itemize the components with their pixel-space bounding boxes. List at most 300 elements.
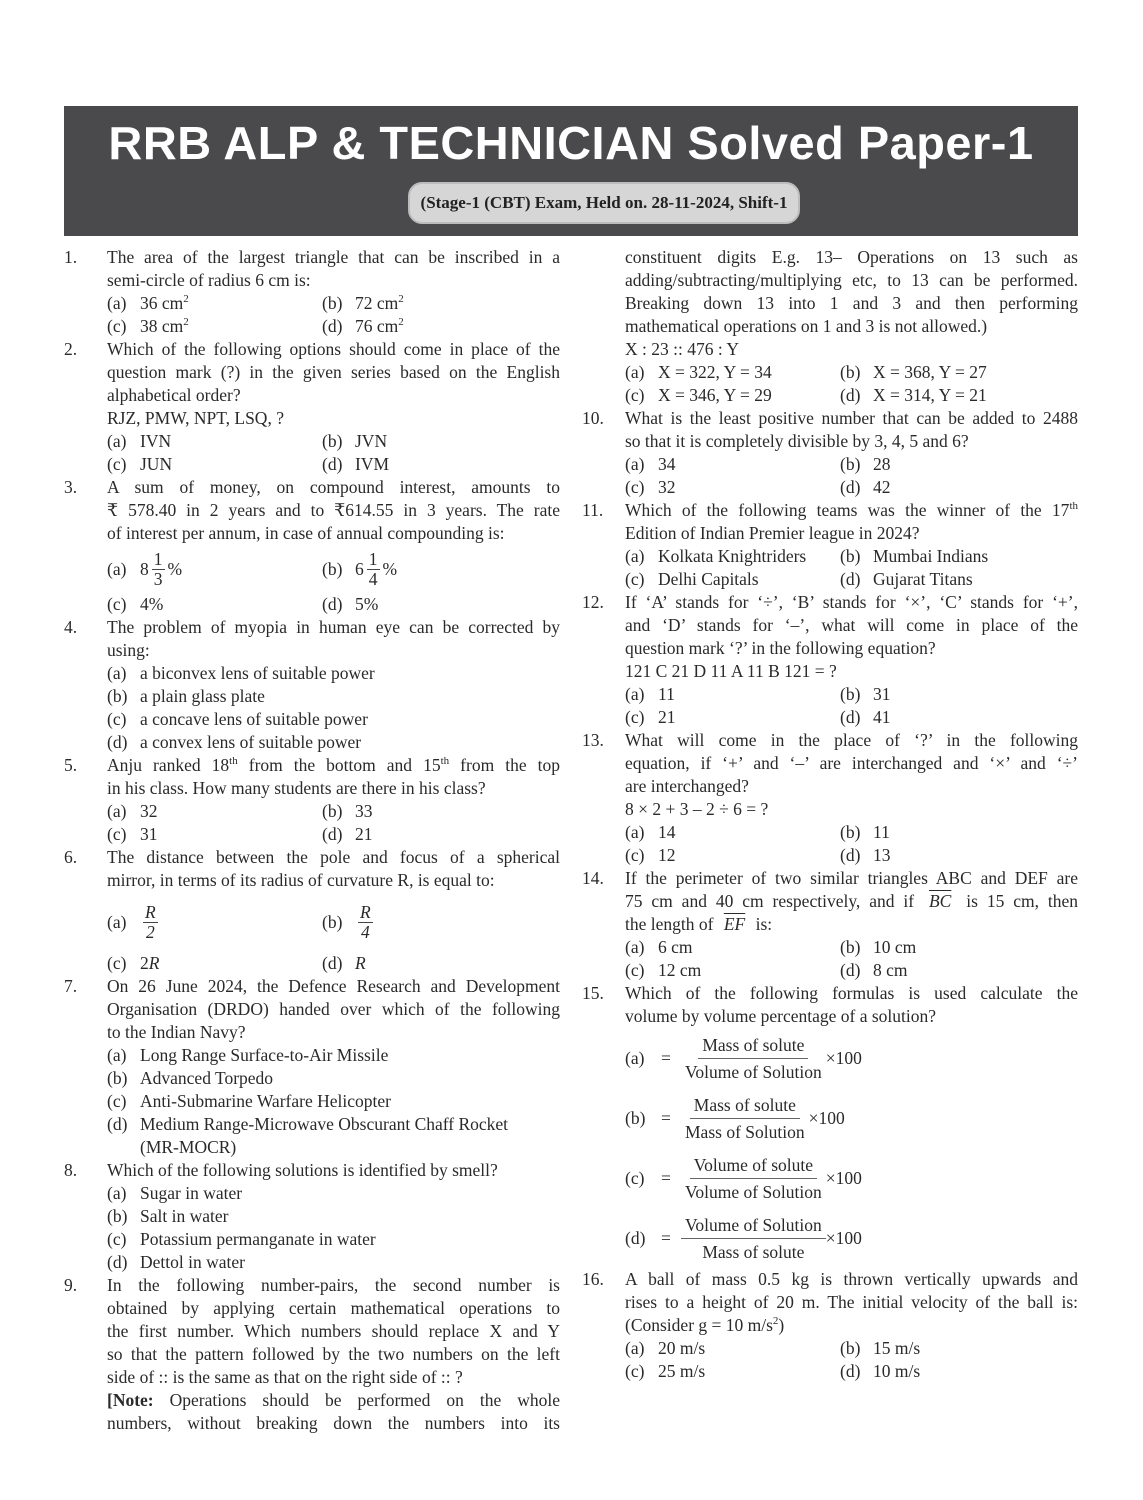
text-run: 32 [140, 801, 158, 821]
option-label: (a) [625, 822, 645, 842]
answer-option [625, 683, 840, 706]
answer-option [107, 593, 322, 616]
option-row [107, 685, 560, 708]
option-label: (b) [322, 293, 343, 313]
option-row [625, 361, 1078, 384]
option-label: (a) [625, 1338, 645, 1358]
option-row [625, 453, 1078, 476]
answer-option [840, 1337, 1055, 1360]
text-run: Breaking down 13 into 1 and 3 and then performing [625, 293, 1078, 313]
text-run: 5% [355, 594, 379, 614]
text-run: Mumbai Indians [873, 546, 989, 566]
text-run: X : 23 :: 476 : Y [625, 339, 740, 359]
option-label: (b) [107, 1206, 128, 1226]
numerator: Mass of solute [690, 1092, 800, 1119]
option-label: (c) [625, 960, 645, 980]
fraction [681, 1092, 809, 1145]
option-row [107, 292, 560, 315]
option-label: (d) [107, 1114, 128, 1134]
text-run: 11 [873, 822, 890, 842]
option-row [625, 384, 1078, 407]
paper-title: RRB ALP & TECHNICIAN Solved Paper-1 [108, 117, 1034, 169]
text-run: 4% [140, 594, 164, 614]
answer-option [840, 384, 1055, 407]
denominator: 4 [368, 568, 378, 589]
option-label: (b) [840, 684, 861, 704]
answer-option [625, 568, 840, 591]
text-run: from the bottom and 15 [237, 755, 441, 775]
option-label: (d) [322, 824, 343, 844]
text-run: 75 cm and 40 cm respectively, and if [625, 891, 923, 911]
fraction [681, 1212, 826, 1265]
question-number: 3. [64, 477, 78, 497]
option-row [107, 1113, 560, 1136]
bold-text: [Note: [107, 1390, 154, 1410]
text-line [625, 269, 1078, 292]
text-line [107, 1412, 560, 1435]
answer-option [625, 453, 840, 476]
answer-option [107, 550, 322, 589]
question-number: 13. [582, 730, 604, 750]
option-label: (d) [840, 707, 861, 727]
option-row [107, 545, 560, 593]
answer-option [322, 430, 537, 453]
option-label: (c) [625, 477, 645, 497]
answer-option [625, 361, 840, 384]
text-run: 32 [658, 477, 676, 497]
option-row [107, 800, 560, 823]
answer-option [107, 903, 322, 942]
text-run: Kolkata Knightriders [658, 546, 807, 566]
text-line [625, 660, 1078, 683]
option-label: (a) [107, 1045, 127, 1065]
text-line [625, 982, 1078, 1005]
option-continuation [107, 1136, 560, 1159]
left-column [64, 246, 560, 1435]
question-2 [64, 338, 560, 476]
text-run: 20 m/s [658, 1338, 706, 1358]
text-run: Dettol in water [140, 1252, 245, 1272]
option-row [107, 952, 560, 975]
option-label: (a) [107, 293, 127, 313]
option-label: (d) [107, 1252, 128, 1272]
multiplier: ×100 [825, 1227, 862, 1248]
multiplier: ×100 [825, 1167, 862, 1188]
text-run: Anti-Submarine Warfare Helicopter [140, 1091, 391, 1111]
answer-option [107, 1182, 242, 1205]
option-label: (b) [840, 454, 861, 474]
option-label: (d) [107, 732, 128, 752]
text-run: side of :: is the same as that on the right side of :: ? [107, 1367, 463, 1387]
text-line [625, 614, 1078, 637]
answer-option [625, 545, 840, 568]
question-12 [582, 591, 1078, 729]
answer-option [840, 959, 1055, 982]
equals-sign: = [661, 1047, 671, 1068]
option-row [625, 959, 1078, 982]
text-run: X = 346, Y = 29 [658, 385, 772, 405]
option-label: (d) [322, 594, 343, 614]
text-line [625, 338, 1078, 361]
text-run: 12 [658, 845, 676, 865]
text-line [107, 1320, 560, 1343]
answer-option [840, 1360, 1055, 1383]
option-label: (c) [107, 454, 127, 474]
text-run: 41 [873, 707, 891, 727]
text-run: a convex lens of suitable power [140, 732, 362, 752]
text-run: X = 322, Y = 34 [658, 362, 772, 382]
text-run: JVN [355, 431, 388, 451]
text-run: 8 × 2 + 3 – 2 ÷ 6 = ? [625, 799, 769, 819]
text-line [107, 846, 560, 869]
answer-option [107, 800, 322, 823]
text-run: Advanced Torpedo [140, 1068, 274, 1088]
answer-option [107, 1113, 508, 1136]
superscript: 2 [772, 1315, 779, 1328]
option-row [625, 545, 1078, 568]
answer-option [107, 1090, 391, 1113]
option-label: (c) [107, 594, 127, 614]
question-11 [582, 499, 1078, 591]
question-1 [64, 246, 560, 338]
fraction [152, 550, 165, 589]
paper-header-banner [64, 106, 1078, 236]
text-run: 31 [140, 824, 158, 844]
option-row [625, 844, 1078, 867]
option-row [625, 476, 1078, 499]
text-run: from the top [449, 755, 560, 775]
text-run: In the following number-pairs, the second number is [107, 1275, 560, 1295]
text-run: 14 [658, 822, 676, 842]
answer-option [840, 476, 1055, 499]
option-label: (d) [322, 953, 343, 973]
option-row [107, 1044, 560, 1067]
superscript: 2 [398, 316, 404, 329]
option-label: (c) [625, 1167, 645, 1188]
formula-option [625, 1148, 1078, 1208]
text-line [107, 1274, 560, 1297]
option-row [107, 1090, 560, 1113]
text-run: 28 [873, 454, 891, 474]
text-run: 33 [355, 801, 373, 821]
answer-option [625, 476, 840, 499]
text-line [625, 522, 1078, 545]
text-run: 11 [658, 684, 675, 704]
text-run: adding/subtracting/multiplying etc, to 13 can be performed. [625, 270, 1078, 290]
option-row [107, 315, 560, 338]
text-line [625, 246, 1078, 269]
percent-sign: % [167, 558, 183, 579]
question-number: 14. [582, 868, 604, 888]
text-run: If the perimeter of two similar triangles ABC and DEF are [625, 868, 1078, 888]
text-run: Sugar in water [140, 1183, 243, 1203]
text-line [107, 1389, 560, 1412]
text-line [107, 384, 560, 407]
denominator: Volume of Solution [685, 1181, 822, 1202]
text-run: mathematical operations on 1 and 3 is not allowed.) [625, 316, 988, 336]
equals-sign: = [661, 1227, 671, 1248]
text-run: 42 [873, 477, 891, 497]
text-line [107, 1366, 560, 1389]
answer-option [322, 952, 537, 975]
text-run: alphabetical order? [107, 385, 241, 405]
text-run: On 26 June 2024, the Defence Research and Development [107, 976, 560, 996]
option-label-spacer [107, 1136, 140, 1159]
equals-sign: = [661, 1107, 671, 1128]
question-number: 2. [64, 339, 78, 359]
fraction [358, 903, 373, 942]
superscript: 2 [183, 293, 189, 306]
text-run: to the Indian Navy? [107, 1022, 246, 1042]
text-run: so that it is completely divisible by 3, 4, 5 and 6? [625, 431, 969, 451]
answer-option [107, 453, 322, 476]
multiplier: ×100 [825, 1047, 862, 1068]
answer-option [107, 708, 368, 731]
option-label: (d) [840, 477, 861, 497]
text-run: Which of the following options should come in place of the [107, 339, 560, 359]
answer-option [625, 384, 840, 407]
option-label: (b) [625, 1107, 646, 1128]
text-run: Anju ranked 18 [107, 755, 230, 775]
option-label: (b) [107, 686, 128, 706]
option-label: (b) [322, 431, 343, 451]
option-label: (d) [840, 385, 861, 405]
answer-option [107, 292, 322, 315]
question-number: 9. [64, 1275, 78, 1295]
text-line [107, 639, 560, 662]
text-run: The problem of myopia in human eye can be corrected by [107, 617, 560, 637]
option-label: (c) [625, 707, 645, 727]
text-run: Potassium permanganate in water [140, 1229, 376, 1249]
answer-option [322, 292, 537, 315]
question-16 [582, 1268, 1078, 1383]
text-run: 121 C 21 D 11 A 11 B 121 = ? [625, 661, 837, 681]
option-label: (c) [107, 316, 127, 336]
text-run: Edition of Indian Premier league in 2024? [625, 523, 920, 543]
superscript: th [440, 755, 450, 768]
text-line [107, 616, 560, 639]
fraction [681, 1152, 826, 1205]
question-10 [582, 407, 1078, 499]
numerator: 1 [153, 548, 163, 569]
option-label: (b) [840, 362, 861, 382]
text-run: (MR-MOCR) [140, 1137, 237, 1157]
text-line [625, 430, 1078, 453]
text-run: equation, if ‘+’ and ‘–’ are interchanged and ‘×’ and ‘÷’ [625, 753, 1078, 773]
text-run: 10 cm [873, 937, 917, 957]
question-8 [64, 1159, 560, 1274]
answer-option [107, 952, 322, 975]
question-number: 8. [64, 1160, 78, 1180]
whole-number: 8 [140, 558, 149, 579]
answer-option [625, 821, 840, 844]
text-line [625, 1291, 1078, 1314]
numerator: Mass of solute [698, 1032, 808, 1059]
text-run: a concave lens of suitable power [140, 709, 368, 729]
answer-option [840, 936, 1055, 959]
option-label: (b) [322, 911, 343, 932]
question-15 [582, 982, 1078, 1268]
answer-option [625, 959, 840, 982]
text-run: rises to a height of 20 m. The initial velocity of the ball is: [625, 1292, 1078, 1312]
answer-option [840, 453, 1055, 476]
text-line [107, 777, 560, 800]
text-run: Which of the following formulas is used calculate the [625, 983, 1078, 1003]
answer-option [107, 1067, 273, 1090]
text-run: 72 cm [355, 293, 399, 313]
text-run: is: [751, 914, 773, 934]
text-line [107, 246, 560, 269]
option-label: (a) [625, 937, 645, 957]
text-run: 13 [873, 845, 891, 865]
option-row [107, 662, 560, 685]
question-5 [64, 754, 560, 846]
denominator: Volume of Solution [685, 1061, 822, 1082]
option-row [107, 593, 560, 616]
numerator: 1 [368, 548, 378, 569]
answer-option [322, 593, 537, 616]
numerator: Volume of Solution [681, 1212, 826, 1239]
question-number: 12. [582, 592, 604, 612]
text-run: IVM [355, 454, 390, 474]
numerator: R [360, 901, 371, 922]
option-label: (b) [322, 558, 343, 579]
question-6 [64, 846, 560, 975]
text-line [107, 754, 560, 777]
answer-option [107, 685, 265, 708]
superscript: 2 [183, 316, 189, 329]
text-run: X = 314, Y = 21 [873, 385, 987, 405]
text-run: a plain glass plate [140, 686, 265, 706]
answer-option [107, 823, 322, 846]
question-3 [64, 476, 560, 616]
superscript: th [229, 755, 238, 768]
superscript: th [1069, 500, 1078, 513]
option-label: (a) [107, 431, 127, 451]
text-line [107, 1297, 560, 1320]
answer-option [322, 823, 537, 846]
option-row [107, 430, 560, 453]
question-7 [64, 975, 560, 1159]
text-line [107, 998, 560, 1021]
italic-symbol: R [148, 953, 160, 973]
answer-option [107, 430, 322, 453]
option-row [107, 1228, 560, 1251]
answer-option [107, 1251, 245, 1274]
formula-option [625, 1088, 1078, 1148]
text-run: What is the least positive number that can be added to 2488 [625, 408, 1078, 428]
text-run: Operations should be performed on the whole [153, 1390, 560, 1410]
text-run: 76 cm [355, 316, 399, 336]
text-line [625, 729, 1078, 752]
fraction [367, 550, 380, 589]
text-run: 25 m/s [658, 1361, 706, 1381]
text-run: A ball of mass 0.5 kg is thrown vertically upwards and [625, 1269, 1078, 1289]
text-line [625, 798, 1078, 821]
answer-option [625, 706, 840, 729]
text-line [107, 975, 560, 998]
text-run: Which of the following solutions is identified by smell? [107, 1160, 498, 1180]
equals-sign: = [661, 1167, 671, 1188]
option-label: (c) [107, 1229, 127, 1249]
text-line [107, 1021, 560, 1044]
numerator: R [145, 901, 156, 922]
answer-option [840, 683, 1055, 706]
option-label: (a) [625, 362, 645, 382]
text-line [107, 1159, 560, 1182]
overline-segment: $\overline{BC}$ [928, 891, 952, 911]
denominator: 3 [153, 568, 163, 589]
text-run: 15 m/s [873, 1338, 921, 1358]
text-run: Medium Range-Microwave Obscurant Chaff Rocket [140, 1114, 509, 1134]
text-run: The distance between the pole and focus of a spherical [107, 847, 560, 867]
right-column [582, 246, 1078, 1383]
answer-option [322, 453, 537, 476]
option-label: (a) [625, 546, 645, 566]
formula-option [625, 1208, 1078, 1268]
option-row [625, 568, 1078, 591]
text-line [107, 869, 560, 892]
formula-option [625, 1028, 1078, 1088]
text-line [107, 499, 560, 522]
text-run: The area of the largest triangle that can be inscribed in a [107, 247, 560, 267]
question-13 [582, 729, 1078, 867]
text-run: ) [778, 1315, 785, 1335]
text-line [625, 867, 1078, 890]
text-run: Delhi Capitals [658, 569, 759, 589]
answer-option [107, 315, 322, 338]
option-label: (d) [322, 316, 343, 336]
option-label: (a) [107, 663, 127, 683]
text-run: 21 [658, 707, 676, 727]
text-run: ₹ 578.40 in 2 years and to ₹614.55 in 3 years. The rate [107, 500, 560, 520]
text-run: Which of the following teams was the winner of the 17 [625, 500, 1070, 520]
question-number: 7. [64, 976, 78, 996]
numerator: Volume of solute [690, 1152, 817, 1179]
denominator: 4 [360, 921, 370, 942]
answer-option [840, 844, 1055, 867]
fraction [143, 903, 158, 942]
text-line [625, 591, 1078, 614]
italic-symbol: R [355, 953, 366, 973]
option-row [625, 706, 1078, 729]
text-run: 34 [658, 454, 676, 474]
text-line [107, 522, 560, 545]
answer-option [625, 1337, 840, 1360]
text-line [107, 338, 560, 361]
option-label: (a) [625, 684, 645, 704]
option-row [625, 1360, 1078, 1383]
option-label: (c) [625, 385, 645, 405]
text-run: IVN [140, 431, 172, 451]
option-row [107, 1205, 560, 1228]
text-line [107, 269, 560, 292]
text-run: 8 cm [873, 960, 908, 980]
option-row [625, 936, 1078, 959]
text-run: question mark (?) in the given series based on the English [107, 362, 560, 382]
text-run: obtained by applying certain mathematical operations to [107, 1298, 560, 1318]
text-run: 12 cm [658, 960, 702, 980]
answer-option [840, 568, 1055, 591]
option-row [625, 1337, 1078, 1360]
answer-option [107, 1205, 228, 1228]
question-number: 10. [582, 408, 604, 428]
text-line [625, 499, 1078, 522]
option-label: (b) [322, 801, 343, 821]
option-row [107, 892, 560, 952]
answer-option [107, 731, 361, 754]
text-line [107, 361, 560, 384]
